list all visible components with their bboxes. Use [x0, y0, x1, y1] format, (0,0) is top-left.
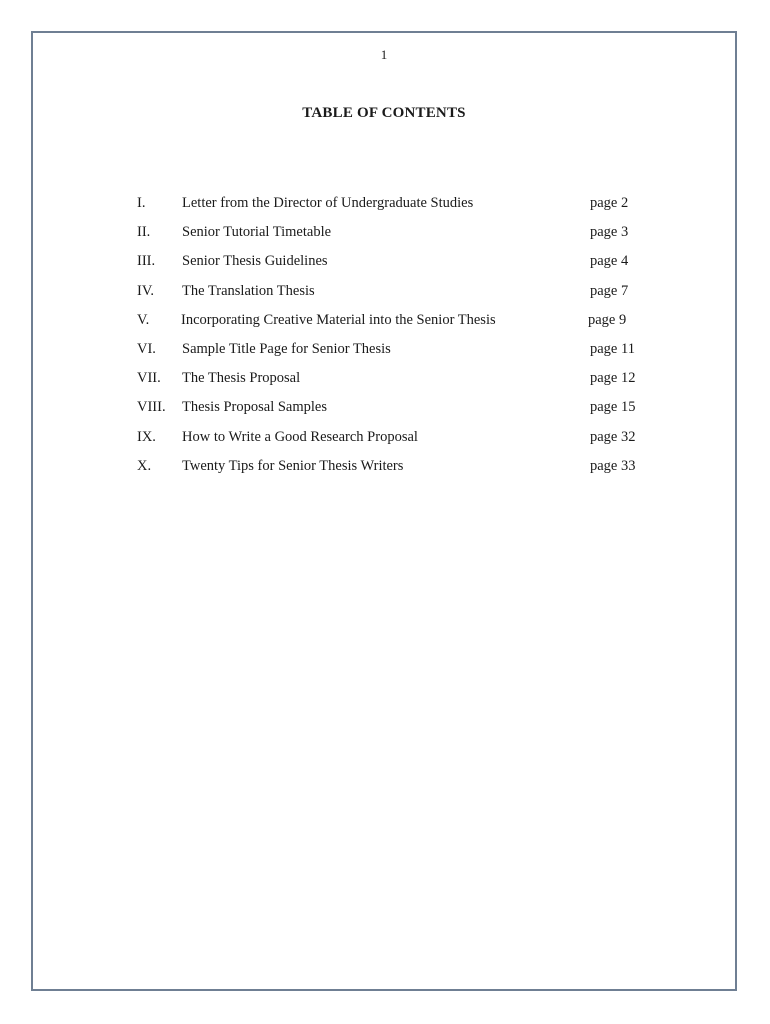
page-number: 1 — [380, 47, 388, 62]
toc-entry — [137, 425, 657, 454]
toc-entry-page: page 11 — [590, 340, 635, 357]
toc-entry-title: Letter from the Director of Undergraduate Studies — [182, 195, 474, 211]
toc-entry-page: page 7 — [590, 282, 629, 299]
toc-entry-title: The Translation Thesis — [182, 282, 315, 299]
toc-entry-numeral: X. — [137, 457, 152, 474]
toc-entry-page: page 2 — [590, 195, 629, 211]
toc-entry-page: page 4 — [590, 253, 629, 270]
toc-entry-title: Twenty Tips for Senior Thesis Writers — [182, 457, 404, 474]
page-title: TABLE OF CONTENTS — [302, 105, 466, 121]
toc-entry — [137, 395, 657, 424]
toc-entry-page: page 33 — [590, 457, 636, 474]
toc-entry-numeral: VII. — [137, 370, 161, 387]
table-of-contents — [137, 191, 657, 483]
toc-entry-numeral: I. — [137, 195, 146, 211]
toc-entry — [137, 454, 657, 483]
toc-entry-numeral: VI. — [137, 340, 156, 357]
page — [31, 31, 737, 991]
toc-entry-numeral: V. — [137, 311, 150, 328]
toc-entry-numeral: VIII. — [137, 399, 166, 416]
toc-entry — [137, 337, 657, 366]
toc-entry-title: Senior Tutorial Timetable — [182, 224, 332, 241]
toc-entry-page: page 9 — [588, 311, 627, 328]
toc-entry-page: page 15 — [590, 399, 636, 416]
toc-entry-title: Senior Thesis Guidelines — [182, 253, 328, 270]
toc-entry-numeral: IV. — [137, 282, 155, 299]
toc-entry-page: page 32 — [590, 428, 636, 445]
toc-entry-title: Thesis Proposal Samples — [182, 399, 327, 416]
toc-entry-title: How to Write a Good Research Proposal — [182, 428, 418, 445]
toc-entry-page: page 12 — [590, 370, 636, 387]
toc-entry — [137, 366, 657, 395]
toc-entry — [137, 279, 657, 308]
toc-entry-title: The Thesis Proposal — [182, 370, 301, 387]
toc-entry-title: Sample Title Page for Senior Thesis — [182, 340, 391, 357]
toc-entry — [137, 220, 657, 249]
toc-entry-title: Incorporating Creative Material into the Senior Thesis — [181, 311, 496, 328]
toc-entry-numeral: III. — [137, 253, 156, 270]
toc-entry-numeral: II. — [137, 224, 151, 241]
toc-entry — [137, 308, 657, 337]
toc-entry-numeral: IX. — [137, 428, 156, 445]
toc-entry-page: page 3 — [590, 224, 629, 241]
toc-entry — [137, 249, 657, 278]
toc-entry — [137, 191, 657, 220]
